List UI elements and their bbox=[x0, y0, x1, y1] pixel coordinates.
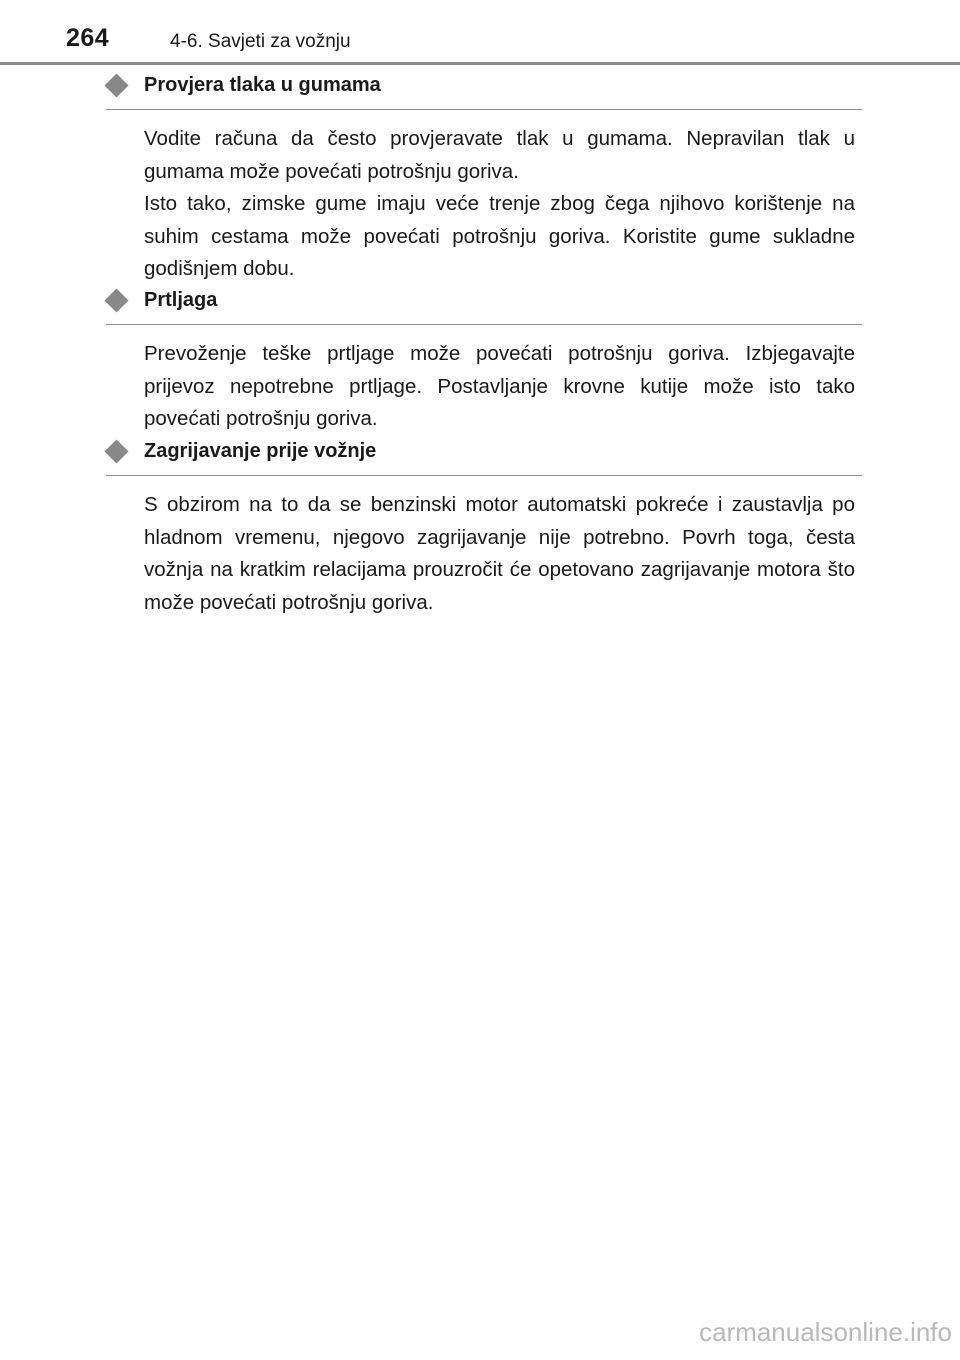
section-tire-pressure bbox=[106, 71, 862, 286]
diamond-bullet-icon bbox=[104, 73, 128, 97]
paragraph: Isto tako, zimske gume imaju veće trenje zbog čega njihovo korištenje na suhim cestama može povećati potrošnju goriva. Koristite gume sukladne godišnjem dobu. bbox=[144, 192, 855, 280]
page-number: 264 bbox=[66, 24, 110, 52]
section-heading bbox=[106, 437, 862, 476]
diamond-bullet-icon bbox=[104, 439, 128, 463]
heading-text: Prtljaga bbox=[144, 289, 218, 311]
section-title: 4-6. Savjeti za vožnju bbox=[170, 31, 351, 52]
diamond-bullet-icon bbox=[104, 288, 128, 312]
heading-text: Provjera tlaka u gumama bbox=[144, 74, 381, 96]
header-divider bbox=[0, 62, 960, 65]
page-header bbox=[0, 0, 960, 66]
section-body bbox=[144, 338, 855, 436]
watermark: carmanualsonline.info bbox=[699, 1317, 952, 1347]
heading-text: Zagrijavanje prije vožnje bbox=[144, 440, 377, 462]
paragraph: S obzirom na to da se benzinski motor automatski pokreće i zaustavlja po hladnom vremenu, njegovo zagrijavanje nije potrebno. Povrh toga, česta vožnja na kratkim relacijama prouzročit će opetovano zagrijavanje motora što može povećati potrošnju goriva. bbox=[144, 493, 855, 614]
paragraph: Vodite računa da često provjeravate tlak u gumama. Nepravilan tlak u gumama može povećati potrošnju goriva. bbox=[144, 127, 855, 183]
section-body bbox=[144, 489, 855, 619]
section-body bbox=[144, 123, 855, 286]
section-luggage bbox=[106, 286, 862, 436]
section-heading bbox=[106, 71, 862, 110]
paragraph: Prevoženje teške prtljage može povećati potrošnju goriva. Izbjegavajte prijevoz nepotrebne prtljage. Postavljanje krovne kutije može isto tako povećati potrošnju goriva. bbox=[144, 342, 855, 430]
section-warm-up bbox=[106, 437, 862, 619]
section-heading bbox=[106, 286, 862, 325]
